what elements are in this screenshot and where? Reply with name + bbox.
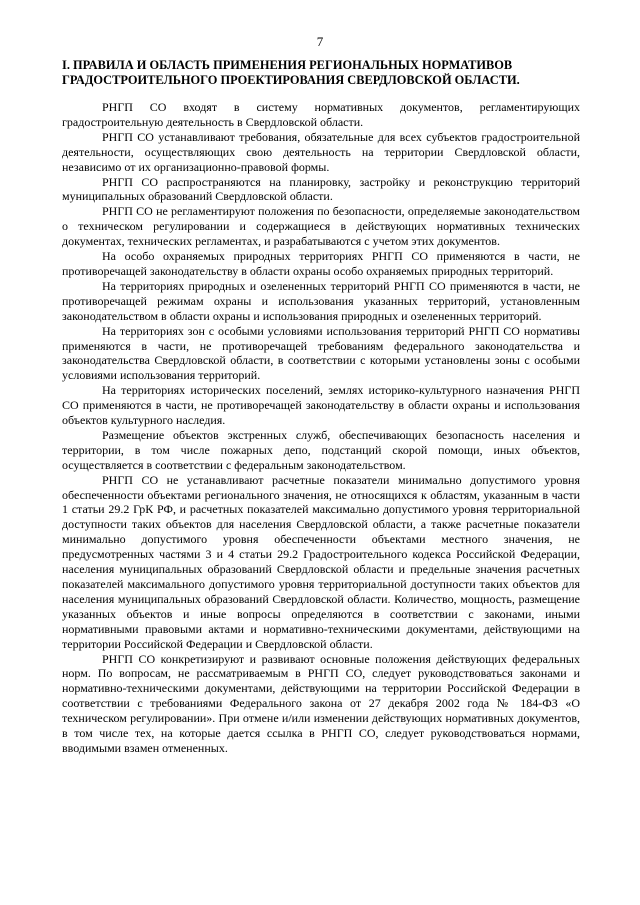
paragraph-historic-settlements: На территориях исторических поселений, землях историко-культурного назначения РНГП СО применяются в части, не противоречащей законодательству в области охраны и использования объектов культурного наследия. [62, 383, 580, 428]
paragraph-calculation-indicators: РНГП СО не устанавливают расчетные показатели минимально допустимого уровня обеспеченности объектами регионального значения, не относящихся к областям, указанным в части 1 статьи 29.2 ГрК РФ, и расчетных показателей максимально допустимого уровня территориальной доступности таких объектов для населения Свердловской области, а также расчетные показатели минимально допустимого уровня обеспеченности объектами местного значения, не предусмотренных частями 3 и 4 статьи 29.2 Градостроительного кодекса Российской Федерации, населения муниципальных образований Свердловской области и предельные значения расчетных показателей максимального допустимого уровня территориальной доступности таких объектов для населения муниципальных образований Свердловской области. Количество, мощность, размещение указанных объектов и иные вопросы определяются в соответствии с законами, иными нормативными правовыми актами и нормативно-техническими документами, действующими на территории Российской Федерации и Свердловской области. [62, 472, 580, 651]
body-text [62, 100, 580, 756]
paragraph-green-areas: На территориях природных и озелененных территорий РНГП СО применяются в части, не противоречащей режимам охраны и использования указанных территорий, установленным законодательством в области охраны и использования природных и озелененных территорий. [62, 278, 580, 323]
paragraph-federal-norms: РНГП СО конкретизируют и развивают основные положения действующих федеральных норм. По вопросам, не рассматриваемым в РНГП СО, следует руководствоваться законами и нормативно-техническими документами, действующими на территории Российской Федерации в соответствии с требованиями Федерального закона от 27 декабря 2002 года № 184-ФЗ «О техническом регулировании». При отмене и/или изменении действующих нормативных документов, в том числе тех, на которые дается ссылка в РНГП СО, следует руководствоваться нормами, вводимыми взамен отмененных. [62, 651, 580, 755]
paragraph-scope-planning: РНГП СО распространяются на планировку, застройку и реконструкцию территорий муниципальных образований Свердловской области. [62, 174, 580, 204]
paragraph-mandatory-requirements: РНГП СО устанавливают требования, обязательные для всех субъектов градостроительной деятельности, осуществляющих свою деятельность на территории Свердловской области, независимо от их организационно-правовой формы. [62, 129, 580, 174]
paragraph-special-zones: На территориях зон с особыми условиями использования территорий РНГП СО нормативы применяются в части, не противоречащей требованиям федерального законодательства и законодательства Свердловской области, в соответствии с которыми установлены зоны с особыми условиями использования территорий. [62, 323, 580, 383]
paragraph-protected-areas: На особо охраняемых природных территориях РНГП СО применяются в части, не противоречащей законодательству в области охраны особо охраняемых природных территорий. [62, 249, 580, 278]
paragraph-safety-exclusion: РНГП СО не регламентируют положения по безопасности, определяемые законодательством о техническом регулировании и содержащиеся в действующих нормативных технических документах, технических регламентах, и разрабатываются с учетом этих документов. [62, 204, 580, 249]
page-number: 7 [316, 34, 324, 49]
section-heading: I. ПРАВИЛА И ОБЛАСТЬ ПРИМЕНЕНИЯ РЕГИОНАЛЬНЫХ НОРМАТИВОВ ГРАДОСТРОИТЕЛЬНОГО ПРОЕКТИРОВАНИЯ СВЕРДЛОВСКОЙ ОБЛАСТИ. [62, 58, 520, 87]
paragraph-emergency-services: Размещение объектов экстренных служб, обеспечивающих безопасность населения и территории, в том числе пожарных депо, подстанций скорой помощи, иных объектов, осуществляется в соответствии с федеральным законодательством. [62, 427, 580, 472]
paragraph-system-membership: РНГП СО входят в систему нормативных документов, регламентирующих градостроительную деятельность в Свердловской области. [62, 100, 580, 129]
